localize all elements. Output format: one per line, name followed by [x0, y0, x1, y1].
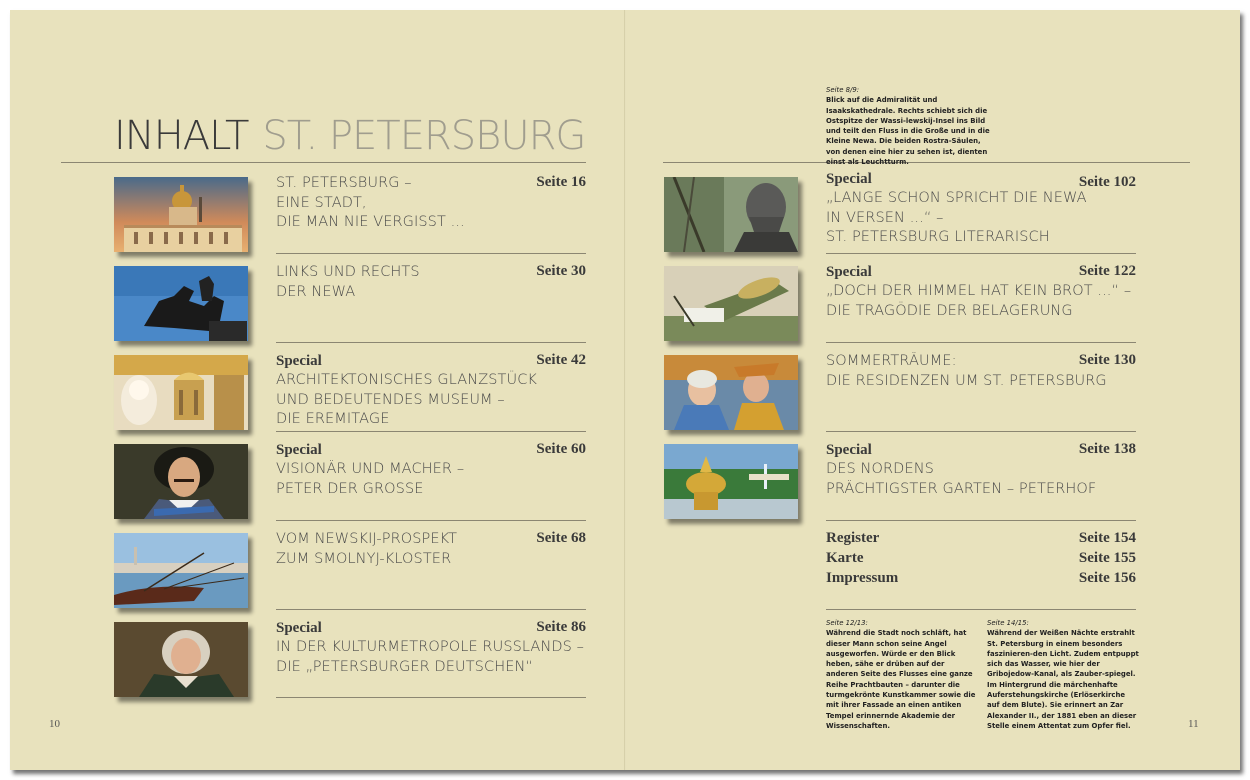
caption-seite-12-13 [826, 618, 977, 731]
page-reference[interactable]: Seite 138 [1078, 441, 1136, 457]
entry-title-line: PETER DER GROSSE [276, 480, 424, 497]
register-label[interactable]: Register [826, 530, 880, 546]
peter-the-great-portrait [114, 444, 248, 519]
caption-text: Während die Stadt noch schläft, hat dieser Mann schon seine Angel ausgeworfen. Würde er den Blick heben, sähe er drüben auf der anderen Seite des Flusses eine ganze Reihe Prachtbauten – darunter die turmgekrönte Kunstkammer sowie die mit ihrer Fassade an einen antiken Tempel erinnernde Akademie der Wissenschaften. [826, 629, 976, 730]
entry-title-line: DIE EREMITAGE [276, 411, 390, 427]
toc-entry[interactable] [276, 174, 465, 233]
divider [61, 162, 586, 163]
entry-title-line: DIE „PETERSBURGER DEUTSCHEN“ [276, 658, 534, 675]
caption-label: Seite 12/13: [826, 619, 868, 627]
caption-seite-14-15 [987, 618, 1139, 731]
entry-title-line: DIE RESIDENZEN UM ST. PETERSBURG [826, 372, 1107, 389]
divider [826, 431, 1136, 432]
entry-title-line: PRÄCHTIGSTER GARTEN – PETERHOF [826, 480, 1097, 497]
costumed-people-photo [664, 355, 798, 430]
siege-monument-plane-photo [664, 266, 798, 341]
entry-title-line: ST. PETERSBURG – [276, 175, 412, 191]
divider [276, 342, 586, 343]
divider [826, 520, 1136, 521]
title-city: ST. PETERSBURG [262, 113, 586, 159]
entry-title-line: LINKS UND RECHTS [276, 264, 420, 280]
caption-label: Seite 14/15: [987, 619, 1029, 627]
toc-entry[interactable] [276, 441, 464, 499]
entry-title-line: „DOCH DER HIMMEL HAT KEIN BROT ...“ – [826, 283, 1132, 299]
sailing-ship-neva-photo [114, 533, 248, 608]
impressum-label[interactable]: Impressum [826, 570, 899, 586]
entry-title-line: VISIONÄR UND MACHER – [276, 461, 465, 477]
page-reference[interactable]: Seite 130 [1078, 352, 1136, 368]
dostoevsky-monument-photo [664, 177, 798, 252]
euler-portrait [114, 622, 248, 697]
toc-entry[interactable] [276, 530, 457, 569]
page-reference[interactable]: Seite 60 [536, 441, 586, 457]
entry-title-line: SOMMERTRÄUME: [826, 353, 957, 369]
page-reference[interactable]: Seite 154 [1078, 530, 1136, 546]
divider [276, 609, 586, 610]
caption-text: Blick auf die Admiralität und Isaakskathedrale. Rechts schiebt sich die Ostspitze der Wassi-lewskij-Insel ins Bild und teilt den Fluss in die Große und in die Kleine Newa. Die beiden Rostra-Säulen, von denen eine hier zu sehen ist, dienten einst als Leuchtturm. [826, 96, 990, 167]
page-reference[interactable]: Seite 16 [536, 174, 586, 190]
entry-title-line: VOM NEWSKIJ-PROSPEKT [276, 531, 458, 547]
entry-title-line: ARCHITEKTONISCHES GLANZSTÜCK [276, 372, 538, 388]
page-gutter [624, 10, 626, 770]
caption-text: Während der Weißen Nächte erstrahlt St. Petersburg in einem besonders faszinieren-den Licht. Zudem entpuppt sich das Wasser, wie hier der Gribojedow-Kanal, als Zauber-spiegel. Im Hintergrund die märchenhafte Auferstehungskirche (Erlöserkirche auf dem Blute). Sie erinnert an Zar Alexander II., der 1881 eben an dieser Stelle einem Attentat zum Opfer fiel. [987, 629, 1139, 730]
entry-title-line: „LANGE SCHON SPRICHT DIE NEWA [826, 190, 1087, 206]
caption-seite-8-9 [826, 85, 991, 167]
toc-entry[interactable] [276, 352, 537, 430]
st-isaac-cathedral-photo [114, 177, 248, 252]
page-number-right: 11 [1188, 718, 1199, 730]
page-reference[interactable]: Seite 155 [1078, 550, 1136, 566]
page-reference[interactable]: Seite 102 [1078, 174, 1136, 190]
special-label: Special [276, 442, 322, 458]
entry-title-line: DIE TRAGÖDIE DER BELAGERUNG [826, 302, 1073, 319]
toc-entry[interactable] [826, 441, 1096, 499]
entry-title-line: DIE MAN NIE VERGISST ... [276, 214, 465, 230]
special-label: Special [276, 353, 322, 369]
divider [826, 609, 1136, 610]
divider [826, 342, 1136, 343]
page-reference[interactable]: Seite 30 [536, 263, 586, 279]
page-reference[interactable]: Seite 86 [536, 619, 586, 635]
title-inhalt: INHALT [114, 113, 249, 159]
page-reference[interactable]: Seite 42 [536, 352, 586, 368]
special-label: Special [276, 620, 322, 636]
page-title [114, 113, 585, 159]
toc-entry[interactable] [826, 352, 1107, 391]
divider [276, 520, 586, 521]
page-reference[interactable]: Seite 156 [1078, 570, 1136, 586]
special-label: Special [826, 264, 872, 280]
entry-title-line: IN VERSEN ...“ – [826, 209, 944, 226]
special-label: Special [826, 171, 872, 187]
page-reference[interactable]: Seite 122 [1078, 263, 1136, 279]
toc-entry[interactable] [276, 263, 420, 302]
bronze-horseman-photo [114, 266, 248, 341]
entry-title-line: ZUM SMOLNYJ-KLOSTER [276, 550, 452, 567]
karte-label[interactable]: Karte [826, 550, 864, 566]
entry-title-line: ST. PETERSBURG LITERARISCH [826, 229, 1050, 245]
page-number-left: 10 [49, 718, 60, 730]
divider [276, 253, 586, 254]
entry-title-line: EINE STADT, [276, 194, 367, 211]
peterhof-fountain-photo [664, 444, 798, 519]
toc-entry[interactable] [826, 170, 1087, 248]
page-reference[interactable]: Seite 68 [536, 530, 586, 546]
hermitage-interior-photo [114, 355, 248, 430]
divider [276, 431, 586, 432]
entry-title-line: DER NEWA [276, 283, 356, 300]
divider [826, 253, 1136, 254]
entry-title-line: UND BEDEUTENDES MUSEUM – [276, 391, 505, 408]
divider [276, 697, 586, 698]
caption-label: Seite 8/9: [826, 86, 860, 94]
entry-title-line: DES NORDENS [826, 461, 934, 477]
special-label: Special [826, 442, 872, 458]
entry-title-line: IN DER KULTURMETROPOLE RUSSLANDS – [276, 639, 585, 655]
